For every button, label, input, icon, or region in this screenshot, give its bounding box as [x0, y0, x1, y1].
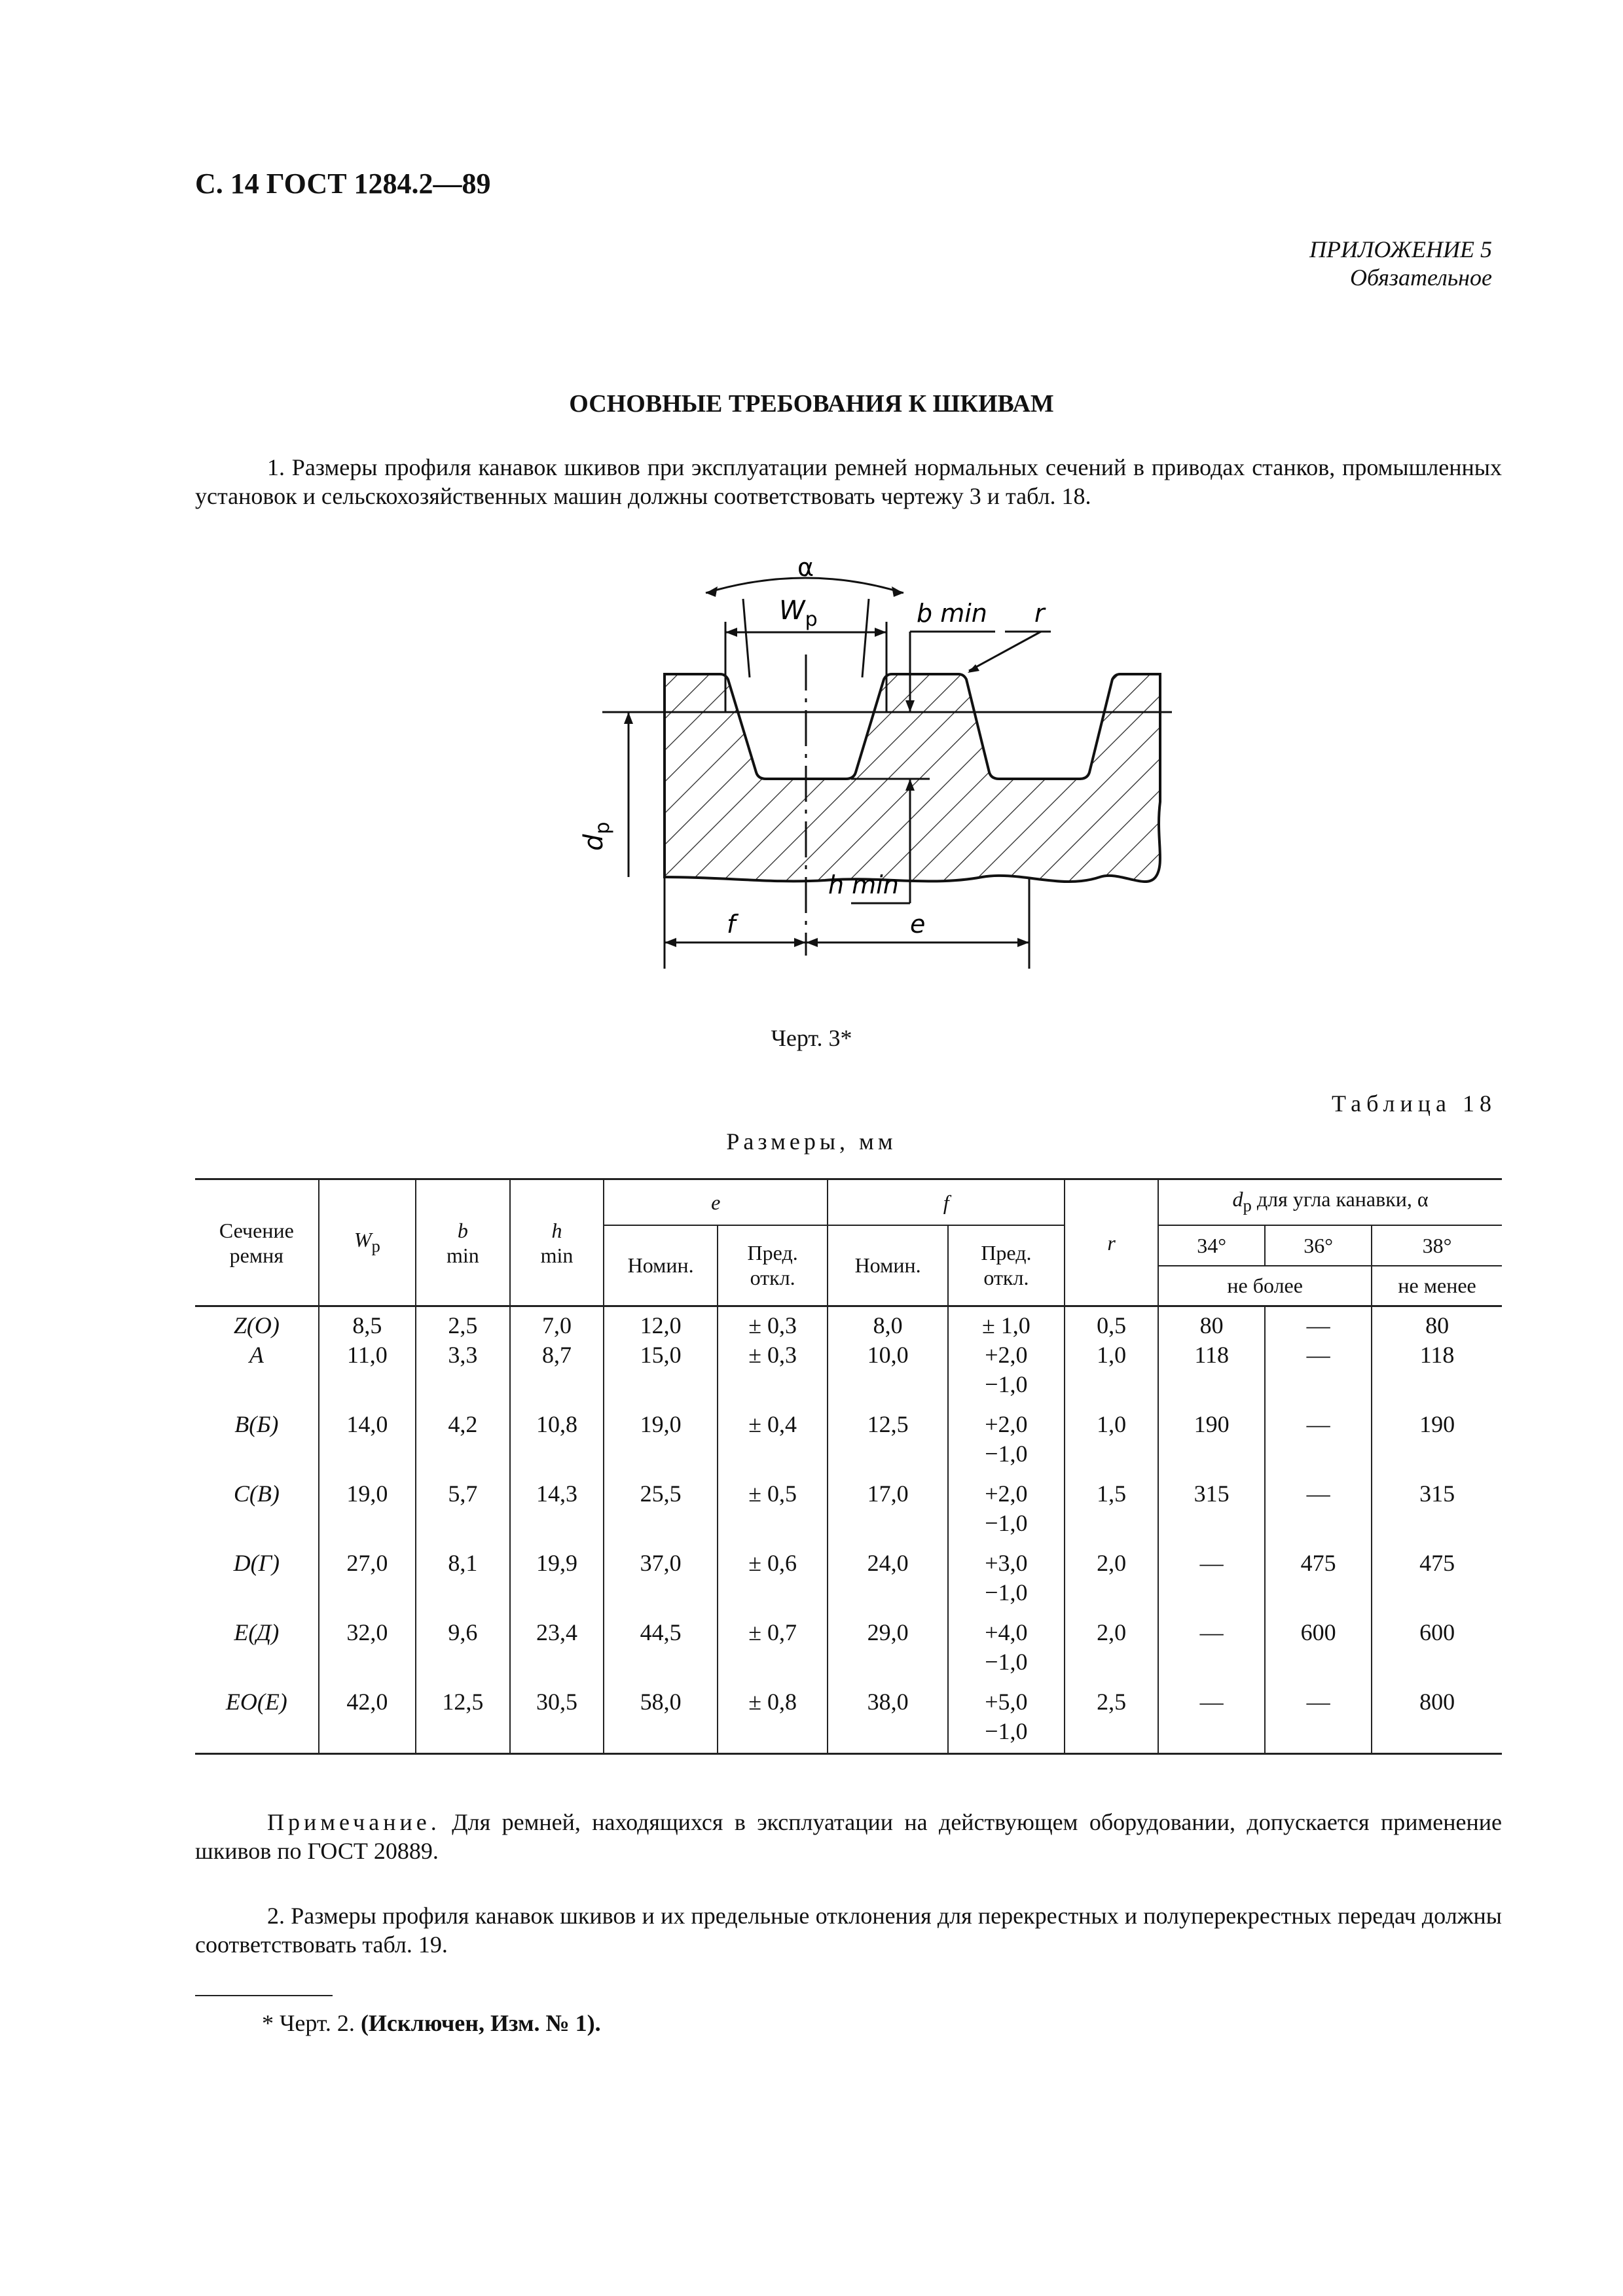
cell-b: 4,2	[416, 1406, 510, 1475]
label-bmin: b min	[917, 599, 987, 628]
cell-f-nom: 12,5	[828, 1406, 948, 1475]
cell-a38: 80 118	[1372, 1306, 1502, 1407]
cell-e-dev: ± 0,4	[718, 1406, 828, 1475]
cell-e-dev: ± 0,6	[718, 1545, 828, 1614]
cell-a36: —	[1265, 1683, 1372, 1754]
cell-wp: 14,0	[319, 1406, 416, 1475]
header-not-more: не более	[1158, 1266, 1372, 1306]
cell-f-dev: +3,0 −1,0	[948, 1545, 1065, 1614]
cell-e-dev: ± 0,5	[718, 1475, 828, 1545]
cell-wp: 27,0	[319, 1545, 416, 1614]
cell-r: 1,0	[1065, 1406, 1158, 1475]
cell-wp: 19,0	[319, 1475, 416, 1545]
header-f-nom: Номин.	[828, 1225, 948, 1306]
cell-h: 7,0 8,7	[510, 1306, 604, 1407]
cell-f-dev: +5,0 −1,0	[948, 1683, 1065, 1754]
section-title: ОСНОВНЫЕ ТРЕБОВАНИЯ К ШКИВАМ	[569, 390, 1054, 418]
cell-a38: 800	[1372, 1683, 1502, 1754]
header-f-dev: Пред. откл.	[948, 1225, 1065, 1306]
table-units: Размеры, мм	[726, 1128, 897, 1155]
cell-e-nom: 37,0	[604, 1545, 718, 1614]
header-section: Сечение ремня	[195, 1179, 319, 1306]
appendix-status: Обязательное	[1350, 264, 1492, 291]
cell-b: 9,6	[416, 1614, 510, 1683]
svg-text:dp	[579, 822, 614, 851]
cell-sec: B(Б)	[234, 1411, 279, 1437]
paragraph-1: 1. Размеры профиля канавок шкивов при эксплуатации ремней нормальных сечений в приводах станков, промышленных установок и сельскохозяйственных машин должны соответствовать чертежу 3 и табл. 18.	[195, 454, 1502, 509]
cell-b: 2,5 3,3	[416, 1306, 510, 1407]
header-angle-34: 34°	[1158, 1225, 1265, 1266]
cell-a38: 600	[1372, 1614, 1502, 1683]
header-not-less: не менее	[1372, 1266, 1502, 1306]
cell-e-nom: 19,0	[604, 1406, 718, 1475]
cell-wp: 8,5 11,0	[319, 1306, 416, 1407]
cell-e-nom: 12,0 15,0	[604, 1306, 718, 1407]
note-text: Для ремней, находящихся в эксплуатации на действующем оборудовании, допускается применение шкивов по ГОСТ 20889.	[195, 1809, 1502, 1864]
table-row	[195, 1614, 1502, 1683]
label-alpha: α	[797, 553, 814, 582]
cell-a38: 315	[1372, 1475, 1502, 1545]
header-r: r	[1065, 1179, 1158, 1306]
label-wp: W	[779, 596, 805, 626]
label-e: e	[910, 910, 926, 939]
cell-sec: C(B)	[233, 1480, 280, 1507]
header-f: f	[828, 1179, 1065, 1225]
footnote: * Черт. 2. (Исключен, Изм. № 1).	[262, 2010, 601, 2036]
cell-f-nom: 38,0	[828, 1683, 948, 1754]
header-dp: $d_p$ для угла канавки, α	[1158, 1179, 1502, 1225]
svg-text:Wp	[779, 596, 818, 631]
cell-e-dev: ± 0,3 ± 0,3	[718, 1306, 828, 1407]
cell-f-dev: ± 1,0 +2,0 −1,0	[948, 1306, 1065, 1407]
label-hmin: h min	[828, 870, 899, 899]
cell-a34: 315	[1158, 1475, 1265, 1545]
footnote-divider	[195, 1995, 333, 1996]
cell-a36: —	[1265, 1406, 1372, 1475]
table-row	[195, 1545, 1502, 1614]
table-row	[195, 1306, 1502, 1407]
cell-a38: 190	[1372, 1406, 1502, 1475]
cell-f-dev: +4,0 −1,0	[948, 1614, 1065, 1683]
cell-a38: 475	[1372, 1545, 1502, 1614]
table-row	[195, 1475, 1502, 1545]
label-wp-sub: p	[805, 608, 818, 631]
label-dp-sub: p	[591, 821, 614, 834]
cell-h: 14,3	[510, 1475, 604, 1545]
header-h: h min	[510, 1179, 604, 1306]
groove-dimensions-table	[195, 1178, 1502, 1755]
header-b: b min	[416, 1179, 510, 1306]
cell-e-nom: 25,5	[604, 1475, 718, 1545]
paragraph-2: 2. Размеры профиля канавок шкивов и их предельные отклонения для перекрестных и полуперекрестных передач должны соответствовать табл. 19.	[195, 1903, 1502, 1958]
header-e-dev: Пред. откл.	[718, 1225, 828, 1306]
cell-a36: —	[1265, 1475, 1372, 1545]
cell-r: 2,0	[1065, 1614, 1158, 1683]
drawing-caption: Черт. 3*	[771, 1025, 852, 1051]
cell-b: 5,7	[416, 1475, 510, 1545]
table-row	[195, 1683, 1502, 1754]
groove-profile-drawing	[563, 537, 1192, 995]
cell-e-dev: ± 0,8	[718, 1683, 828, 1754]
cell-a34: —	[1158, 1545, 1265, 1614]
cell-sec: EO(E)	[195, 1683, 319, 1754]
header-angle-36: 36°	[1265, 1225, 1372, 1266]
table-note	[195, 1808, 1502, 1865]
cell-a34: —	[1158, 1683, 1265, 1754]
note-label: Примечание.	[267, 1809, 441, 1835]
cell-r: 1,5	[1065, 1475, 1158, 1545]
page-header: С. 14 ГОСТ 1284.2—89	[195, 168, 491, 200]
cell-a36: — —	[1265, 1306, 1372, 1407]
cell-r: 2,0	[1065, 1545, 1158, 1614]
label-r: r	[1034, 599, 1045, 628]
cell-e-nom: 44,5	[604, 1614, 718, 1683]
cell-f-nom: 29,0	[828, 1614, 948, 1683]
table-row	[195, 1406, 1502, 1475]
cell-b: 8,1	[416, 1545, 510, 1614]
cell-e-dev: ± 0,7	[718, 1614, 828, 1683]
header-wp: $W_p$	[319, 1179, 416, 1306]
cell-sec: D(Г)	[233, 1550, 280, 1576]
cell-a36: 600	[1265, 1614, 1372, 1683]
cell-a34: 190	[1158, 1406, 1265, 1475]
cell-h: 23,4	[510, 1614, 604, 1683]
appendix-number: ПРИЛОЖЕНИЕ 5	[1309, 236, 1492, 262]
cell-f-nom: 8,0 10,0	[828, 1306, 948, 1407]
cell-wp: 32,0	[319, 1614, 416, 1683]
cell-a36: 475	[1265, 1545, 1372, 1614]
cell-sec: E(Д)	[234, 1619, 280, 1645]
cell-f-dev: +2,0 −1,0	[948, 1475, 1065, 1545]
cell-a34: —	[1158, 1614, 1265, 1683]
header-e: e	[604, 1179, 828, 1225]
cell-h: 10,8	[510, 1406, 604, 1475]
label-f: f	[727, 910, 736, 939]
cell-h: 19,9	[510, 1545, 604, 1614]
cell-b: 12,5	[416, 1683, 510, 1754]
header-e-nom: Номин.	[604, 1225, 718, 1306]
cell-f-nom: 24,0	[828, 1545, 948, 1614]
table-number: Таблица 18	[1332, 1090, 1497, 1117]
appendix-label	[1309, 236, 1492, 292]
cell-f-nom: 17,0	[828, 1475, 948, 1545]
cell-r: 2,5	[1065, 1683, 1158, 1754]
cell-f-dev: +2,0 −1,0	[948, 1406, 1065, 1475]
cell-e-nom: 58,0	[604, 1683, 718, 1754]
cell-wp: 42,0	[319, 1683, 416, 1754]
cell-a34: 80 118	[1158, 1306, 1265, 1407]
cell-r: 0,5 1,0	[1065, 1306, 1158, 1407]
label-dp: d	[579, 834, 609, 851]
cell-h: 30,5	[510, 1683, 604, 1754]
header-angle-38: 38°	[1372, 1225, 1502, 1266]
cell-sec: Z(O) A	[195, 1306, 319, 1407]
